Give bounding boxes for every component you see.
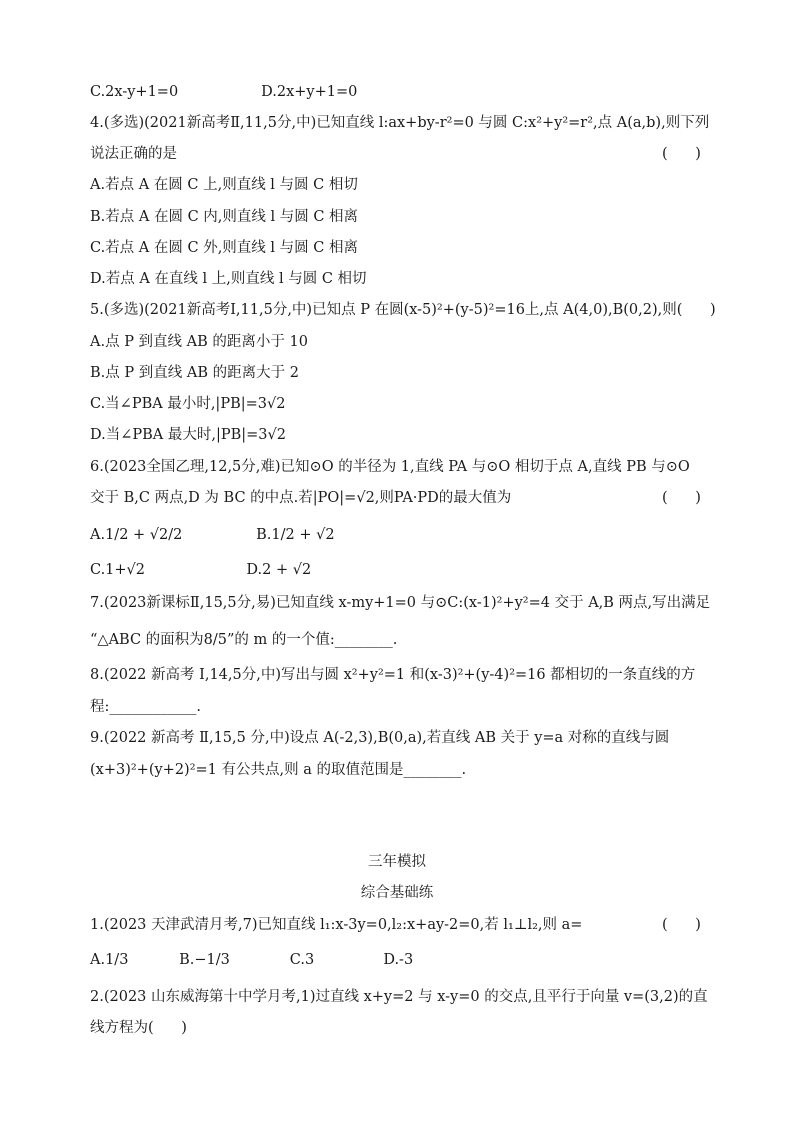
s1-q2-stem: 2.(2023 山东威海第十中学月考,1)过直线 x+y=2 与 x-y=0 的交点,且平行于向量 v=(3,2)的直 [90,989,708,1005]
s1-q1-answer-paren: ( ) [662,917,701,933]
q8-stem-cont: 程:____________. [90,699,201,715]
q4-option-a: A.若点 A 在圆 C 上,则直线 l 与圆 C 相切 [90,177,358,193]
section-subtitle: 综合基础练 [360,885,434,901]
q6-answer-paren: ( ) [662,490,701,506]
q9-stem-cont: (x+3)²+(y+2)²=1 有公共点,则 a 的取值范围是________. [90,762,467,778]
s1-q1-options: A.1/3 B.−1/3 C.3 D.-3 [90,952,414,968]
q5-option-c: C.当∠PBA 最小时,|PB|=3√2 [90,396,286,412]
q6-options-cd: C.1+√2 D.2 + √2 [90,562,312,578]
q5-option-a: A.点 P 到直线 AB 的距离小于 10 [90,334,308,350]
q8-stem: 8.(2022 新高考 Ⅰ,14,5分,中)写出与圆 x²+y²=1 和(x-3)²+(y-4)²=16 都相切的一条直线的方 [90,667,696,683]
q4-option-d: D.若点 A 在直线 l 上,则直线 l 与圆 C 相切 [90,271,367,287]
q9-stem: 9.(2022 新高考 Ⅱ,15,5 分,中)设点 A(-2,3),B(0,a),若直线 AB 关于 y=a 对称的直线与圆 [90,730,670,746]
q6-stem: 6.(2023全国乙理,12,5分,难)已知⊙O 的半径为 1,直线 PA 与⊙O 相切于点 A,直线 PB 与⊙O [90,459,690,475]
q5-stem: 5.(多选)(2021新高考Ⅰ,11,5分,中)已知点 P 在圆(x-5)²+(y-5)²=16上,点 A(4,0),B(0,2),则( ) [90,302,716,318]
q6-options-ab: A.1/2 + √2/2 B.1/2 + √2 [90,527,335,543]
q4-stem: 4.(多选)(2021新高考Ⅱ,11,5分,中)已知直线 l:ax+by-r²=0 与圆 C:x²+y²=r²,点 A(a,b),则下列 [90,115,710,131]
q3-options-cd: C.2x-y+1=0 D.2x+y+1=0 [90,84,358,100]
s1-q2-stem-cont: 线方程为( ) [90,1020,187,1036]
q4-stem-cont: 说法正确的是 [90,146,177,162]
q7-stem-cont: “△ABC 的面积为8/5”的 m 的一个值:________. [90,632,398,648]
q5-option-b: B.点 P 到直线 AB 的距离大于 2 [90,365,299,381]
q4-answer-paren: ( ) [662,146,701,162]
q7-stem: 7.(2023新课标Ⅱ,15,5分,易)已知直线 x-my+1=0 与⊙C:(x-1)²+y²=4 交于 A,B 两点,写出满足 [90,595,711,611]
q4-option-c: C.若点 A 在圆 C 外,则直线 l 与圆 C 相离 [90,240,358,256]
q5-option-d: D.当∠PBA 最大时,|PB|=3√2 [90,427,286,443]
q4-option-b: B.若点 A 在圆 C 内,则直线 l 与圆 C 相离 [90,209,359,225]
section-title: 三年模拟 [368,854,426,870]
s1-q1-stem: 1.(2023 天津武清月考,7)已知直线 l₁:x-3y=0,l₂:x+ay-2=0,若 l₁⊥l₂,则 a= [90,917,583,933]
q6-stem-cont: 交于 B,C 两点,D 为 BC 的中点.若|PO|=√2,则PA·PD的最大值为 [90,490,512,506]
